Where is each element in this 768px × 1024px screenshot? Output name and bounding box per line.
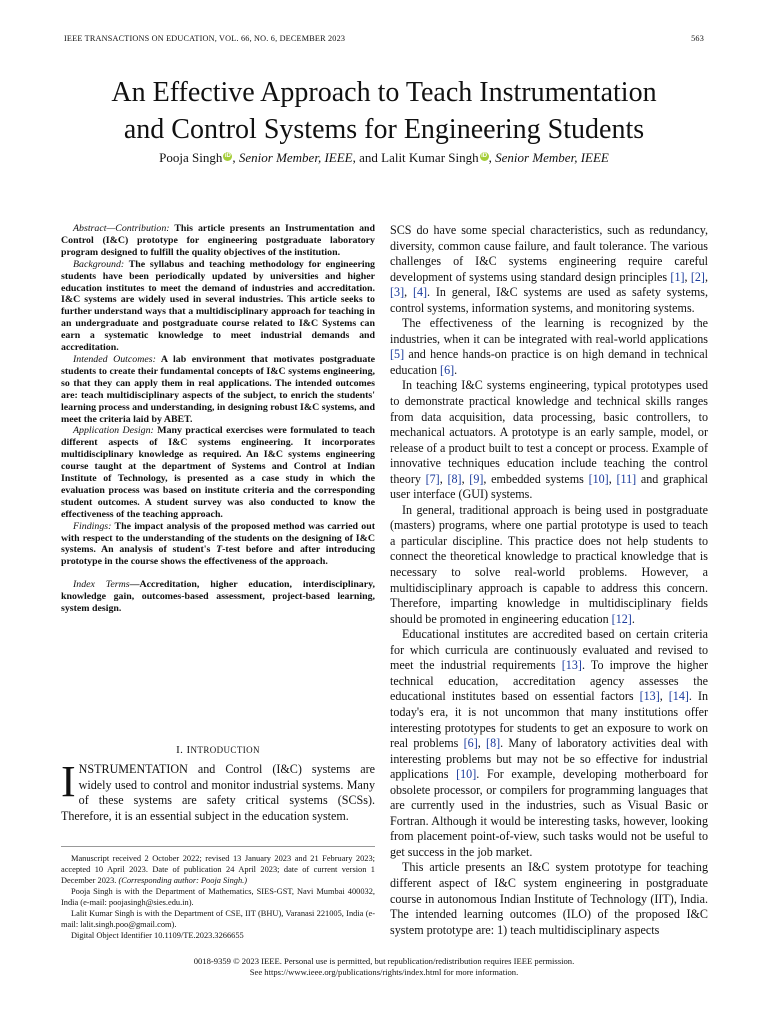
text-run: . In general, I&C systems are used as safety systems, control systems, information systems, and monitoring systems. bbox=[390, 285, 708, 315]
text-run: SCS do have some special characteristics, such as redundancy, diversity, common cause failure, and fault tolerance. The various challenges of I&C systems engineering require careful development of systems using standard design principles bbox=[390, 223, 708, 284]
citation-link[interactable]: [10] bbox=[588, 471, 609, 486]
abstract-contribution bbox=[61, 223, 375, 259]
text-run: . For example, developing motherboard for obsolete processor, or compilers for programming languages that are currently used in the industries, such as Visual Basic or Fortran. Although it would be interesting tasks, however, looking from placement point-of-view, such tasks would not be useful to get success in the job market. bbox=[390, 767, 709, 859]
background-text: The syllabus and teaching methodology for engineering students have been periodically updated by universities and higher education institutes to meet the demand of industries and accreditation. I&C systems are widely used in several industries. This article seeks to further understand ways that a multidisciplinary approach for teaching in an undergraduate and postgraduate course related to I&C Systems can earn a systematic knowledge to meet industrial demands and accreditation. bbox=[61, 258, 375, 354]
citation-link[interactable]: [10] bbox=[456, 767, 477, 782]
abstract-contribution-text: This article presents an Instrumentation and Control (I&C) prototype for engineering postgraduate laboratory program designed to fulfill the quality objectives of the institution. bbox=[61, 223, 376, 258]
author-joiner: , and bbox=[352, 150, 382, 165]
text-run: . In today's era, it is not uncommon that many institutions offer interesting prototypes for students to get an exposure to work on real problems bbox=[390, 689, 709, 751]
index-terms bbox=[61, 579, 375, 615]
section-rest: NTRODUCTION bbox=[190, 745, 260, 755]
paragraph bbox=[390, 316, 708, 378]
paragraph: SCS do have some special characteristics, such as redundancy, diversity, common cause failure, and fault tolerance. The various challenges of I&C systems engineering require careful development of systems using standard design principles [1], [2], [3], [4]. In general, I&C systems are used as safety systems, control systems, information systems, and monitoring systems. bbox=[390, 223, 708, 315]
citation-link[interactable]: [8] bbox=[486, 736, 501, 751]
citation-link[interactable]: [12] bbox=[611, 611, 632, 626]
abstract-label: Abstract—Contribution: bbox=[73, 223, 170, 234]
text-run: . Many of laboratory activities deal with interesting problems but may not be so effective for industrial applications bbox=[390, 736, 709, 782]
paper-title bbox=[40, 74, 728, 148]
copyright-line-2[interactable]: See https://www.ieee.org/publications/rights/index.html for more information. bbox=[249, 967, 519, 977]
outcomes-label: Intended Outcomes: bbox=[73, 353, 156, 365]
abstract bbox=[61, 223, 375, 615]
citation-link[interactable]: [6] bbox=[440, 362, 455, 377]
paragraph: In teaching I&C systems engineering, typical prototypes used to demonstrate practical knowledge and technical skills ranges from data acquisition, data processing, basic controllers, to mechanical actuators. A prototype is an early sample, model, or release of a product built to test a concept or process. Example of innovative techniques education include teaching the control theory [7], [8], [9], embedded systems [10], [11] and graphical user interface (GUI) systems. bbox=[390, 378, 709, 502]
author-1-name: Pooja Singh bbox=[159, 150, 223, 165]
copyright-notice bbox=[40, 956, 728, 978]
citation-link[interactable]: [14] bbox=[668, 689, 689, 704]
section-numeral: I. bbox=[176, 744, 184, 756]
citation-link[interactable]: [1] bbox=[670, 269, 685, 284]
author-1-role: Senior Member, IEEE bbox=[238, 150, 353, 165]
text-run: Educational institutes are accredited based on certain criteria for which curricula are continuously evaluated and revised to meet the industrial requirements bbox=[390, 627, 708, 673]
design-label: Application Design: bbox=[73, 425, 154, 437]
findings-t: T bbox=[216, 544, 223, 556]
footnote-doi[interactable]: Digital Object Identifier 10.1109/TE.2023.3266655 bbox=[71, 931, 244, 940]
footnote-author-2: Lalit Kumar Singh is with the Department of CSE, IIT (BHU), Varanasi 221005, India (e-mail: lalit.singh.poo@gmail.com). bbox=[61, 909, 375, 929]
manuscript-dates: Manuscript received 2 October 2022; revised 13 January 2023 and 21 February 2023; accepted 10 April 2023. Date of publication 24 April 2023; date of current version 1 December 2023. bbox=[61, 854, 375, 885]
findings-label: Findings: bbox=[73, 520, 112, 532]
intro-lead: NSTRUMENTATION bbox=[78, 762, 188, 776]
author-2-role: Senior Member, IEEE bbox=[495, 150, 609, 165]
citation-link[interactable]: [13] bbox=[639, 689, 660, 704]
copyright-line-1: 0018-9359 © 2023 IEEE. Personal use is permitted, but republication/redistribution requires IEEE permission. bbox=[193, 956, 575, 966]
author-line: Pooja Singh iD , Senior Member, IEEE, and Lalit Kumar Singh iD , Senior Member, IEEE bbox=[159, 150, 609, 165]
text-run: In teaching I&C systems engineering, typical prototypes used to demonstrate practical knowledge and technical skills ranges from data acquisition, data processing, basic controllers, to mechanical actuators. A prototype is an early sample, model, or release of a product built to test a concept or process. Example of innovative techniques education include teaching the control theory bbox=[390, 378, 708, 486]
orcid-icon[interactable]: iD bbox=[224, 152, 231, 159]
citation-link[interactable]: [7] bbox=[425, 471, 440, 486]
outcomes-text: A lab environment that motivates postgraduate students to create their fundamental concepts of I&C systems engineering, so that they can apply them in real applications. The intended outcomes are: teach multidisciplinary aspects of the subject, to enrich the students' learning process and understanding, in designing robust I&C systems, and meet the criteria laid by ABET. bbox=[61, 353, 376, 425]
abstract-background bbox=[61, 259, 375, 354]
findings-text-a: The impact analysis of the proposed method was carried out with respect to the understanding of the students on the designing of I&C systems. An analysis of student's bbox=[61, 520, 375, 556]
author-2-name: Lalit Kumar Singh bbox=[381, 150, 479, 165]
orcid-icon[interactable]: iD bbox=[481, 152, 488, 159]
citation-link[interactable]: [5] bbox=[390, 347, 405, 362]
citation-link[interactable]: [9] bbox=[469, 471, 484, 486]
intro-body: and Control (I&C) systems are widely used to control and monitor industrial systems. Many of these systems are safety critical systems (SCSs). Therefore, it is an essential subject in the education system. bbox=[61, 762, 375, 823]
citation-link[interactable]: [2] bbox=[690, 269, 705, 284]
right-column-text bbox=[390, 223, 708, 938]
citation-link[interactable]: [3] bbox=[390, 285, 405, 300]
text-run: and graphical user interface (GUI) systems. bbox=[390, 471, 709, 502]
journal-name: IEEE TRANSACTIONS ON EDUCATION, VOL. 66, NO. 6, DECEMBER 2023 bbox=[64, 34, 346, 43]
section-first-letter: I bbox=[186, 744, 191, 756]
background-label: Background: bbox=[73, 258, 125, 270]
design-text: Many practical exercises were formulated to teach different aspects of I&C systems engineering. It incorporates multidisciplinary knowledge as required. An I&C systems engineering course taught at the department of Systems and Control at Indian Institute of Technology, is presented as a case study in which the evaluation process was based on institute criteria and the corresponding student outcomes. A student survey was also conducted to know the effectiveness of the teaching approach. bbox=[61, 425, 375, 520]
footnote-manuscript bbox=[61, 853, 375, 886]
drop-cap: I bbox=[61, 757, 76, 806]
abstract-findings bbox=[61, 521, 375, 569]
text-run: . bbox=[631, 611, 635, 626]
title-line-1: An Effective Approach to Teach Instrumentation bbox=[111, 77, 657, 108]
title-line-2: and Control Systems for Engineering Students bbox=[123, 114, 645, 145]
paragraph bbox=[390, 503, 708, 627]
footnote-rule bbox=[61, 846, 375, 847]
text-run: , embedded systems bbox=[483, 471, 589, 486]
text-run: The effectiveness of the learning is recognized by the industries, when it can be integrated with real-world applications bbox=[390, 316, 708, 346]
corresponding-author: (Corresponding author: Pooja Singh.) bbox=[118, 876, 248, 885]
text-run: . bbox=[454, 362, 458, 377]
citation-link[interactable]: [13] bbox=[561, 658, 582, 673]
citation-link[interactable]: [4] bbox=[412, 285, 428, 300]
introduction-text bbox=[61, 757, 375, 824]
abstract-outcomes bbox=[61, 354, 375, 425]
page-number: 563 bbox=[691, 34, 704, 43]
index-terms-text: —Accreditation, higher education, interdisciplinary, knowledge gain, outcomes-based assessment, project-based learning, system design. bbox=[61, 579, 375, 615]
findings-text-b: -test before and after introducing prototype in the course shows the effectiveness of the approach. bbox=[61, 544, 376, 568]
citation-link[interactable]: [6] bbox=[463, 736, 478, 751]
abstract-design bbox=[61, 425, 375, 520]
footnotes bbox=[61, 853, 375, 941]
paragraph: Educational institutes are accredited based on certain criteria for which curricula are continuously evaluated and revised to meet the industrial requirements [13]. To improve the higher technical education, accreditation agency assesses the educational institutes based on essential factors [13], [14]. In today's era, it is not uncommon that many institutions offer interesting prototypes for students to get an exposure to work on real problems [6], [8]. Many of laboratory activities deal with interesting problems but may not be so effective for industrial applications [10]. For example, developing motherboard for obsolete processor, or compilers for programming languages that are currently used in the industries, such as Visual Basic or Fortran. Although it would be interesting tasks, however, looking from placement point-of-view, such tasks would not be useful to get success in the job market. bbox=[390, 627, 709, 859]
citation-link[interactable]: [8] bbox=[447, 471, 462, 486]
footnote-author-1: Pooja Singh is with the Department of Mathematics, SIES-GST, Navi Mumbai 400032, India (e-mail: poojasingh@sies.edu.in). bbox=[61, 887, 375, 907]
index-terms-label: Index Terms bbox=[73, 579, 130, 591]
running-header bbox=[64, 34, 704, 43]
text-run: . To improve the higher technical education, accreditation agency assesses the educational institutes based on essential factors bbox=[390, 658, 708, 704]
paragraph: This article presents an I&C system prototype for teaching different aspect of I&C system engineering in postgraduate course in autonomous Indian Institute of Technology (IIT), India. The intended learning outcomes (ILO) of the proposed I&C system prototype are: 1) teach multidisciplinary aspects bbox=[390, 860, 708, 937]
citation-link[interactable]: [11] bbox=[616, 471, 637, 486]
text-run: and hence hands-on practice is on high demand in technical education bbox=[390, 347, 708, 377]
section-heading bbox=[61, 744, 375, 756]
text-run: In general, traditional approach is being used in postgraduate (masters) programs, where one partial prototype is used to teach a particular discipline. This practice does not help students to connect the theoretical knowledge to practical knowledge that is necessary to solve real-world problems. However, a multidisciplinary approach is capable to address this concern. Therefore, imparting knowledge in multidisciplinary fields should be promoted in engineering education bbox=[390, 502, 708, 626]
